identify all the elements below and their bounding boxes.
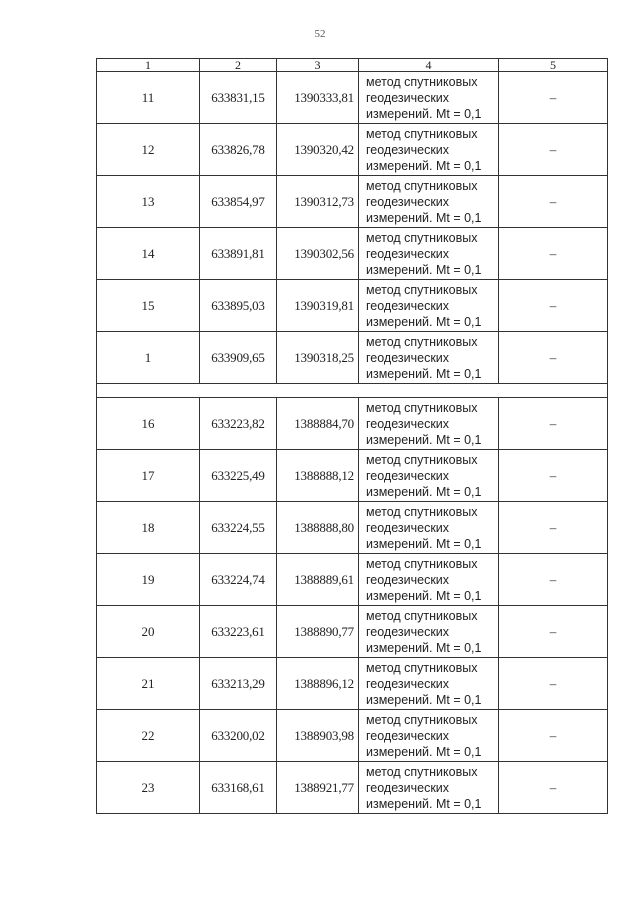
table-row xyxy=(97,710,608,762)
x-coordinate-cell: 633891,81 xyxy=(200,228,277,280)
method-cell xyxy=(359,332,499,384)
method-text-line: метод спутниковых xyxy=(366,660,478,675)
note-cell: – xyxy=(499,658,608,710)
block-separator-row xyxy=(97,384,608,398)
method-cell xyxy=(359,450,499,502)
note-cell: – xyxy=(499,606,608,658)
x-coordinate-cell: 633223,82 xyxy=(200,398,277,450)
column-header-3: 3 xyxy=(277,59,359,72)
method-text-line: геодезических xyxy=(366,142,450,157)
column-header-5: 5 xyxy=(499,59,608,72)
method-text-line: измерений. Mt = 0,1 xyxy=(366,796,482,811)
method-text-line: геодезических xyxy=(366,676,450,691)
table-row xyxy=(97,124,608,176)
method-text-line: метод спутниковых xyxy=(366,504,478,519)
method-cell xyxy=(359,606,499,658)
y-coordinate-cell: 1388903,98 xyxy=(277,710,359,762)
note-cell: – xyxy=(499,176,608,228)
point-number-cell: 14 xyxy=(97,228,200,280)
method-cell xyxy=(359,502,499,554)
column-header-4: 4 xyxy=(359,59,499,72)
method-text-line: метод спутниковых xyxy=(366,126,478,141)
x-coordinate-cell: 633909,65 xyxy=(200,332,277,384)
table-row xyxy=(97,398,608,450)
method-text-line: метод спутниковых xyxy=(366,452,478,467)
method-text-line: геодезических xyxy=(366,416,450,431)
method-text-line: метод спутниковых xyxy=(366,282,478,297)
note-cell: – xyxy=(499,554,608,606)
note-cell: – xyxy=(499,228,608,280)
method-text-line: геодезических xyxy=(366,780,450,795)
method-text-line: метод спутниковых xyxy=(366,334,478,349)
table-header-row xyxy=(97,59,608,72)
method-cell xyxy=(359,710,499,762)
point-number-cell: 21 xyxy=(97,658,200,710)
note-cell: – xyxy=(499,398,608,450)
method-text-line: геодезических xyxy=(366,520,450,535)
note-cell: – xyxy=(499,280,608,332)
point-number-cell: 19 xyxy=(97,554,200,606)
method-text-line: измерений. Mt = 0,1 xyxy=(366,588,482,603)
x-coordinate-cell: 633213,29 xyxy=(200,658,277,710)
point-number-cell: 23 xyxy=(97,762,200,814)
note-cell: – xyxy=(499,450,608,502)
column-header-2: 2 xyxy=(200,59,277,72)
y-coordinate-cell: 1388889,61 xyxy=(277,554,359,606)
note-cell: – xyxy=(499,332,608,384)
method-cell xyxy=(359,176,499,228)
method-text-line: метод спутниковых xyxy=(366,608,478,623)
method-text-line: измерений. Mt = 0,1 xyxy=(366,640,482,655)
table-row xyxy=(97,176,608,228)
y-coordinate-cell: 1390318,25 xyxy=(277,332,359,384)
method-text-line: измерений. Mt = 0,1 xyxy=(366,366,482,381)
method-cell xyxy=(359,228,499,280)
method-text-line: геодезических xyxy=(366,728,450,743)
point-number-cell: 12 xyxy=(97,124,200,176)
y-coordinate-cell: 1388888,12 xyxy=(277,450,359,502)
method-text-line: метод спутниковых xyxy=(366,230,478,245)
table-row xyxy=(97,554,608,606)
y-coordinate-cell: 1390312,73 xyxy=(277,176,359,228)
table-row xyxy=(97,450,608,502)
x-coordinate-cell: 633200,02 xyxy=(200,710,277,762)
point-number-cell: 22 xyxy=(97,710,200,762)
method-text-line: геодезических xyxy=(366,468,450,483)
table-row xyxy=(97,332,608,384)
method-text-line: геодезических xyxy=(366,624,450,639)
method-text-line: измерений. Mt = 0,1 xyxy=(366,744,482,759)
method-cell xyxy=(359,762,499,814)
method-text-line: метод спутниковых xyxy=(366,178,478,193)
table-body xyxy=(97,72,608,814)
y-coordinate-cell: 1390302,56 xyxy=(277,228,359,280)
note-cell: – xyxy=(499,72,608,124)
method-text-line: измерений. Mt = 0,1 xyxy=(366,158,482,173)
y-coordinate-cell: 1388890,77 xyxy=(277,606,359,658)
y-coordinate-cell: 1390319,81 xyxy=(277,280,359,332)
coordinates-table xyxy=(96,58,608,814)
note-cell: – xyxy=(499,502,608,554)
x-coordinate-cell: 633225,49 xyxy=(200,450,277,502)
y-coordinate-cell: 1388921,77 xyxy=(277,762,359,814)
method-text-line: геодезических xyxy=(366,298,450,313)
method-text-line: геодезических xyxy=(366,246,450,261)
x-coordinate-cell: 633826,78 xyxy=(200,124,277,176)
x-coordinate-cell: 633224,55 xyxy=(200,502,277,554)
point-number-cell: 18 xyxy=(97,502,200,554)
x-coordinate-cell: 633168,61 xyxy=(200,762,277,814)
x-coordinate-cell: 633224,74 xyxy=(200,554,277,606)
note-cell: – xyxy=(499,710,608,762)
table-row xyxy=(97,606,608,658)
point-number-cell: 17 xyxy=(97,450,200,502)
point-number-cell: 1 xyxy=(97,332,200,384)
point-number-cell: 20 xyxy=(97,606,200,658)
method-text-line: геодезических xyxy=(366,572,450,587)
method-text-line: метод спутниковых xyxy=(366,712,478,727)
table-row xyxy=(97,502,608,554)
note-cell: – xyxy=(499,124,608,176)
note-cell: – xyxy=(499,762,608,814)
method-cell xyxy=(359,398,499,450)
method-text-line: геодезических xyxy=(366,350,450,365)
table-row xyxy=(97,658,608,710)
method-text-line: измерений. Mt = 0,1 xyxy=(366,536,482,551)
x-coordinate-cell: 633895,03 xyxy=(200,280,277,332)
method-text-line: метод спутниковых xyxy=(366,400,478,415)
method-cell xyxy=(359,658,499,710)
table-row xyxy=(97,762,608,814)
x-coordinate-cell: 633831,15 xyxy=(200,72,277,124)
point-number-cell: 16 xyxy=(97,398,200,450)
method-text-line: измерений. Mt = 0,1 xyxy=(366,432,482,447)
table-row xyxy=(97,280,608,332)
method-text-line: измерений. Mt = 0,1 xyxy=(366,210,482,225)
method-text-line: метод спутниковых xyxy=(366,556,478,571)
method-text-line: измерений. Mt = 0,1 xyxy=(366,484,482,499)
method-cell xyxy=(359,554,499,606)
block-separator-cell xyxy=(97,384,608,398)
page-number: 52 xyxy=(314,28,326,40)
point-number-cell: 13 xyxy=(97,176,200,228)
point-number-cell: 15 xyxy=(97,280,200,332)
y-coordinate-cell: 1388888,80 xyxy=(277,502,359,554)
x-coordinate-cell: 633854,97 xyxy=(200,176,277,228)
y-coordinate-cell: 1390320,42 xyxy=(277,124,359,176)
table-row xyxy=(97,72,608,124)
method-cell xyxy=(359,280,499,332)
method-cell xyxy=(359,124,499,176)
method-text-line: измерений. Mt = 0,1 xyxy=(366,106,482,121)
method-text-line: измерений. Mt = 0,1 xyxy=(366,262,482,277)
method-text-line: геодезических xyxy=(366,90,450,105)
column-header-1: 1 xyxy=(97,59,200,72)
method-text-line: метод спутниковых xyxy=(366,74,478,89)
method-text-line: метод спутниковых xyxy=(366,764,478,779)
method-text-line: измерений. Mt = 0,1 xyxy=(366,314,482,329)
point-number-cell: 11 xyxy=(97,72,200,124)
method-cell xyxy=(359,72,499,124)
y-coordinate-cell: 1390333,81 xyxy=(277,72,359,124)
y-coordinate-cell: 1388896,12 xyxy=(277,658,359,710)
table-row xyxy=(97,228,608,280)
method-text-line: геодезических xyxy=(366,194,450,209)
y-coordinate-cell: 1388884,70 xyxy=(277,398,359,450)
method-text-line: измерений. Mt = 0,1 xyxy=(366,692,482,707)
x-coordinate-cell: 633223,61 xyxy=(200,606,277,658)
